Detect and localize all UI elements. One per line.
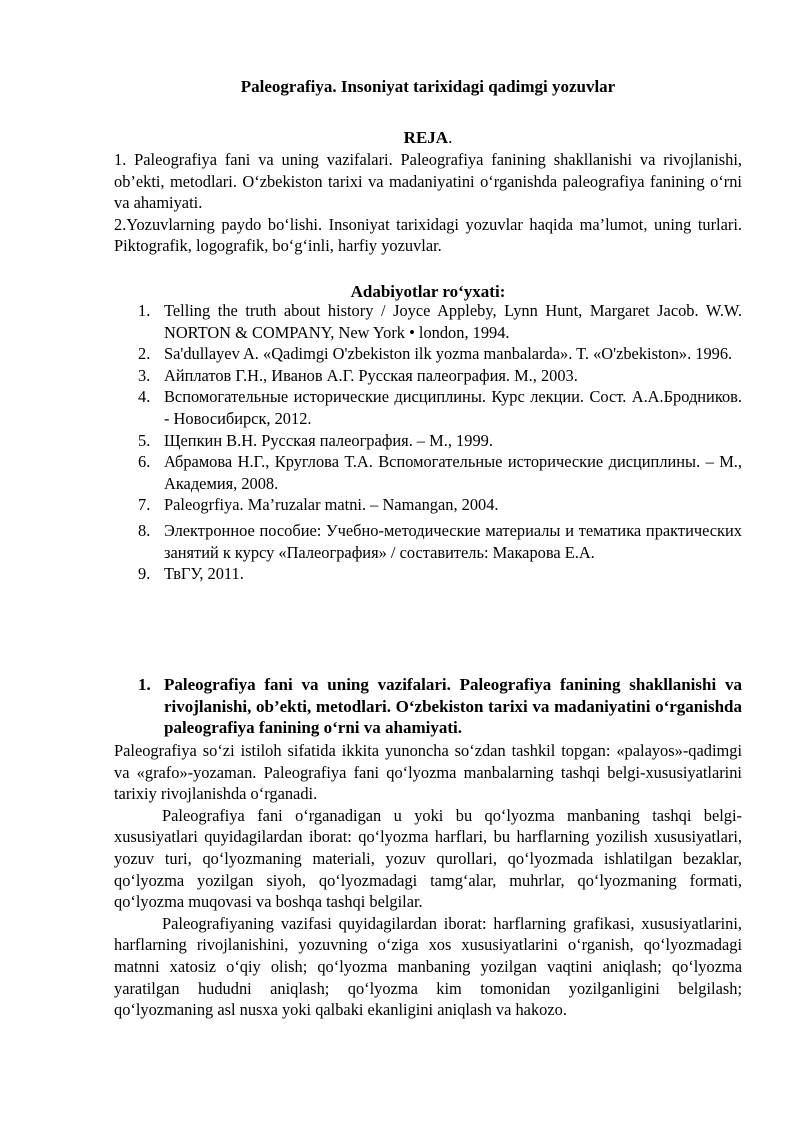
section-heading: [114, 674, 742, 739]
literature-item: [114, 451, 742, 494]
section-number: 1.: [138, 675, 151, 694]
body-paragraph: Paleografiyaning vazifasi quyidagilardan iborat: harflarning grafikasi, xususiyatlarini, harflarning rivojlanishini, yozuvning o‘ziga xos xususiyatlarini o‘rganish, qo‘lyozmadagi matnni xatosiz o‘qiy olish; qo‘lyozma manbaning yozilgan vaqtini aniqlash; qo‘lyozma yaratilgan hududni aniqlash; qo‘lyozma kim tomonidan yozilganligini belgilash; qo‘lyozmaning asl nusxa yoki qalbaki ekanligini aniqlash va hakozo.: [114, 913, 742, 1020]
literature-number: 4.: [138, 387, 151, 407]
body-paragraph: Paleografiya fani o‘rganadigan u yoki bu qo‘lyozma manbaning tashqi belgi-xususiyatlari quyidagilardan iborat: qo‘lyozma harflari, bu harflarning yozilish xususiyatlari, yozuv turi, qo‘lyozmaning materiali, yozuv qurollari, qo‘lyozmada ishlatilgan bezaklar, qo‘lyozma yozilgan siyoh, qo‘lyozmadagi tamg‘alar, muhrlar, qo‘lyozmaning formati, qo‘lyozma muqovasi va boshqa tashqi belgilar.: [114, 805, 742, 912]
literature-text: Telling the truth about history / Joyce Appleby, Lynn Hunt, Margaret Jacob. W.W. NORTON & COMPANY, New York • london, 1994.: [164, 301, 742, 342]
literature-item: [114, 520, 742, 563]
literature-text: Вспомогательные исторические дисциплины. Курс лекции. Сост. А.А.Бродников. - Новосибирск, 2012.: [164, 387, 742, 428]
document-title: Paleografiya. Insoniyat tarixidagi qadimgi yozuvlar: [240, 77, 616, 96]
literature-text: Абрамова Н.Г., Круглова Т.А. Вспомогательные исторические дисциплины. – М., Академия, 2008.: [164, 452, 742, 493]
literature-item: [114, 494, 742, 516]
literature-number: 1.: [138, 301, 151, 320]
literature-item: [114, 430, 742, 452]
body-paragraph: Paleografiya so‘zi istiloh sifatida ikkita yunoncha so‘zdan tashkil topgan: «palayos»-qadimgi va «grafo»-yozaman. Paleografiya fani qo‘lyozma manbalarning tashqi belgi-xususiyatlarini tarixiy rivojlanishda o‘rganadi.: [114, 741, 742, 804]
plan-heading-text: REJA: [403, 128, 449, 147]
literature-heading: Adabiyotlar ro‘yxati:: [350, 282, 506, 301]
literature-item: [114, 386, 742, 429]
literature-item: [114, 365, 742, 387]
plan-heading: [114, 127, 742, 149]
literature-number: 7.: [138, 495, 151, 515]
literature-text: Paleogrfiya. Ma’ruzalar matni. – Namangan, 2004.: [164, 495, 499, 515]
literature-text: Айплатов Г.Н., Иванов А.Г. Русская палеография. М., 2003.: [164, 365, 578, 385]
literature-item: [114, 300, 742, 343]
plan-item: 2.Yozuvlarning paydo bo‘lishi. Insoniyat tarixidagi yozuvlar haqida ma’lumot, uning turlari. Piktografik, logografik, bo‘g‘inli, harfiy yozuvlar.: [114, 214, 742, 256]
literature-list: [114, 300, 742, 585]
literature-text: ТвГУ, 2011.: [164, 564, 244, 584]
literature-number: 5.: [138, 430, 151, 450]
section-body: [114, 740, 742, 1021]
literature-text: Щепкин В.Н. Русская палеография. – М., 1999.: [164, 430, 493, 450]
literature-number: 6.: [138, 452, 151, 472]
plan-list: [114, 149, 742, 257]
literature-number: 9.: [138, 564, 151, 584]
literature-number: 2.: [138, 344, 151, 364]
plan-heading-dot: .: [448, 128, 453, 147]
literature-text: Sa'dullayev A. «Qadimgi O'zbekiston ilk yozma manbalarda». T. «O'zbekiston». 1996.: [164, 344, 733, 364]
literature-number: 8.: [138, 520, 151, 540]
plan-item: 1. Paleografiya fani va uning vazifalari. Paleografiya fanining shakllanishi va rivojlanishi, ob’ekti, metodlari. O‘zbekiston tarixi va madaniyatini o‘rganishda paleografiya fanining o‘rni va ahamiyati.: [114, 150, 742, 213]
section-heading-text: Paleografiya fani va uning vazifalari. Paleografiya fanining shakllanishi va rivojlanishi, ob’ekti, metodlari. O‘zbekiston tarixi va madaniyatini o‘rganishda paleografiya fanining o‘rni va ahamiyati.: [164, 675, 742, 738]
literature-item: [114, 343, 742, 365]
literature-number: 3.: [138, 365, 151, 385]
literature-item: [114, 563, 742, 585]
literature-text: Электронное пособие: Учебно-методические материалы и тематика практических занятий к курсу «Палеография» / составитель: Макарова Е.А.: [164, 520, 742, 562]
